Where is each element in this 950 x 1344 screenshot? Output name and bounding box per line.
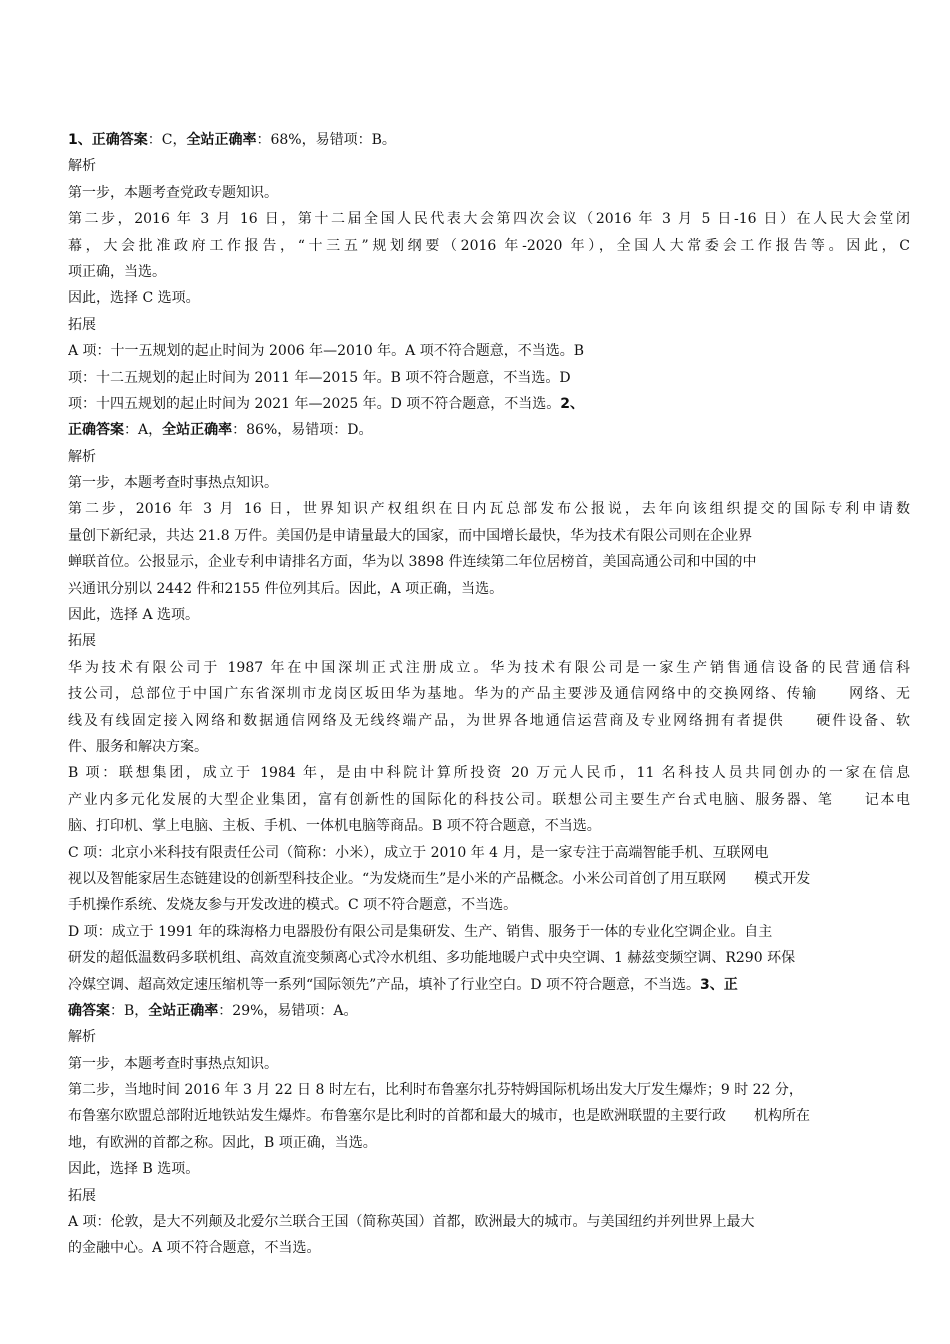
q2-conclusion: 因此，选择 A 选项。 xyxy=(68,607,200,624)
q2-analysis-title: 解析 xyxy=(68,448,96,465)
q1-number: 1、 xyxy=(68,132,92,148)
q2-answer-line xyxy=(68,417,910,443)
q2-extend-line: 件、服务和解决方案。 xyxy=(68,738,208,755)
q2-step2-line: 蝉联首位。公报显示，企业专利申请排名方面，华为以 3898 件连续第二年位居榜首，美国高通公司和中国的中 xyxy=(68,554,757,571)
q2-step2-line: 第二步，2016 年 3 月 16 日，世界知识产权组织在日内瓦总部发布公报说，去年向该组织提交的国际专利申请数 xyxy=(68,501,910,518)
q2-rate-label: 全站正确率 xyxy=(162,422,233,439)
q3-extend-line: 的金融中心。A 项不符合题意，不当选。 xyxy=(68,1240,321,1257)
q2-extend-line: 脑、打印机、掌上电脑、主板、手机、一体机电脑等商品。B 项不符合题意，不当选。 xyxy=(68,818,601,835)
q3-rate-rest: ：29%，易错项：A。 xyxy=(218,1002,358,1019)
q1-extend-last: 项：十四五规划的起止时间为 2021 年—2025 年。D 项不符合题意，不当选。 xyxy=(68,395,561,412)
q3-analysis-title: 解析 xyxy=(68,1029,96,1046)
q3-correct-label: 确答案 xyxy=(68,1002,110,1019)
q3-number: 3、正 xyxy=(700,976,738,993)
q1-extend-line: A 项：十一五规划的起止时间为 2006 年—2010 年。A 项不符合题意，不当选。B xyxy=(68,343,585,360)
q1-step2-line: 第二步，2016 年 3 月 16 日，第十二届全国人民代表大会第四次会议（2016 年 3 月 5 日-16 日）在人民大会堂闭 xyxy=(68,211,910,228)
q1-extend-last-line xyxy=(68,391,910,417)
q2-step1: 第一步，本题考查时事热点知识。 xyxy=(68,475,278,492)
q2-extend-line: 手机操作系统、发烧友参与开发改进的模式。C 项不符合题意，不当选。 xyxy=(68,897,518,914)
q1-analysis-title: 解析 xyxy=(68,158,96,175)
q3-step2-line: 第二步，当地时间 2016 年 3 月 22 日 8 时左右，比利时布鲁塞尔扎芬特姆国际机场出发大厅发生爆炸；9 时 22 分， xyxy=(68,1082,803,1099)
q3-extend-title: 拓展 xyxy=(68,1187,96,1204)
q1-conclusion: 因此，选择 C 选项。 xyxy=(68,290,200,307)
q2-number: 2、 xyxy=(560,395,585,412)
q2-extend-line: 线及有线固定接入网络和数据通信网络及无线终端产品，为世界各地通信运营商及专业网络拥有者提供 硬件设备、软 xyxy=(68,712,910,729)
q3-answer-line xyxy=(68,998,910,1024)
q2-extend-line: 技公司，总部位于中国广东省深圳市龙岗区坂田华为基地。华为的产品主要涉及通信网络中的交换网络、传输 网络、无 xyxy=(68,686,910,703)
q1-extend-line: 项：十二五规划的起止时间为 2011 年—2015 年。B 项不符合题意，不当选。D xyxy=(68,369,571,386)
q2-extend-line: 华为技术有限公司于 1987 年在中国深圳正式注册成立。华为技术有限公司是一家生产销售通信设备的民营通信科 xyxy=(68,659,910,676)
q1-extend-title: 拓展 xyxy=(68,316,96,333)
q2-extend-line: C 项：北京小米科技有限责任公司（简称：小米），成立于 2010 年 4 月，是一家专注于高端智能手机、互联网电 xyxy=(68,844,769,861)
q3-extend-line: A 项：伦敦，是大不列颠及北爱尔兰联合王国（简称英国）首都，欧洲最大的城市。与美国纽约并列世界上最大 xyxy=(68,1214,755,1231)
q1-correct-value: ：C， xyxy=(147,132,187,148)
q2-extend-title: 拓展 xyxy=(68,633,96,650)
q2-extend-last: 冷媒空调、超高效定速压缩机等一系列“国际领先”产品，填补了行业空白。D 项不符合题意，不当选。 xyxy=(68,976,700,993)
q1-step1: 第一步，本题考查党政专题知识。 xyxy=(68,184,278,201)
q2-correct-value: ：A， xyxy=(124,422,163,439)
q3-rate-label: 全站正确率 xyxy=(148,1002,219,1019)
q2-rate-rest: ：86%，易错项：D。 xyxy=(232,422,373,439)
q2-extend-line: B 项：联想集团，成立于 1984 年，是由中科院计算所投资 20 万元人民币，11 名科技人员共同创办的一家在信息 xyxy=(68,765,910,782)
q2-extend-line: 产业内多元化发展的大型企业集团，富有创新性的国际化的科技公司。联想公司主要生产台式电脑、服务器、笔 记本电 xyxy=(68,791,910,808)
q2-extend-last-line xyxy=(68,972,910,998)
q1-correct-label: 正确答案 xyxy=(91,132,148,148)
document-page xyxy=(68,127,910,1262)
q2-step2-line: 兴通讯分别以 2442 件和2155 件位列其后。因此，A 项正确，当选。 xyxy=(68,580,504,597)
q3-step2-line: 地，有欧洲的首都之称。因此，B 项正确，当选。 xyxy=(68,1134,377,1151)
q1-answer-line xyxy=(68,127,910,153)
q1-rate-label: 全站正确率 xyxy=(186,132,257,148)
q3-correct-value: ：B， xyxy=(110,1002,149,1019)
q1-step2-line: 幕，大会批准政府工作报告，“十三五”规划纲要（2016 年-2020 年），全国人大常委会工作报告等。因此，C xyxy=(68,237,910,254)
q2-step2-line: 量创下新纪录，共达 21.8 万件。美国仍是申请量最大的国家，而中国增长最快，华为技术有限公司则在企业界 xyxy=(68,527,753,544)
q1-rate-rest: ：68%，易错项：B。 xyxy=(256,132,396,148)
q2-correct-label: 正确答案 xyxy=(68,422,124,439)
q1-step2-line: 项正确，当选。 xyxy=(68,263,166,280)
q2-extend-line: 视以及智能家居生态链建设的创新型科技企业。“为发烧而生”是小米的产品概念。小米公司首创了用互联网 模式开发 xyxy=(68,870,811,887)
q3-conclusion: 因此，选择 B 选项。 xyxy=(68,1161,200,1178)
q3-step2-line: 布鲁塞尔欧盟总部附近地铁站发生爆炸。布鲁塞尔是比利时的首都和最大的城市，也是欧洲联盟的主要行政 机构所在 xyxy=(68,1108,810,1125)
q3-step1: 第一步，本题考查时事热点知识。 xyxy=(68,1055,278,1072)
q2-extend-line: 研发的超低温数码多联机组、高效直流变频离心式冷水机组、多功能地暖户式中央空调、1 赫兹变频空调、R290 环保 xyxy=(68,950,796,967)
q2-extend-line: D 项：成立于 1991 年的珠海格力电器股份有限公司是集研发、生产、销售、服务于一体的专业化空调企业。自主 xyxy=(68,923,773,940)
